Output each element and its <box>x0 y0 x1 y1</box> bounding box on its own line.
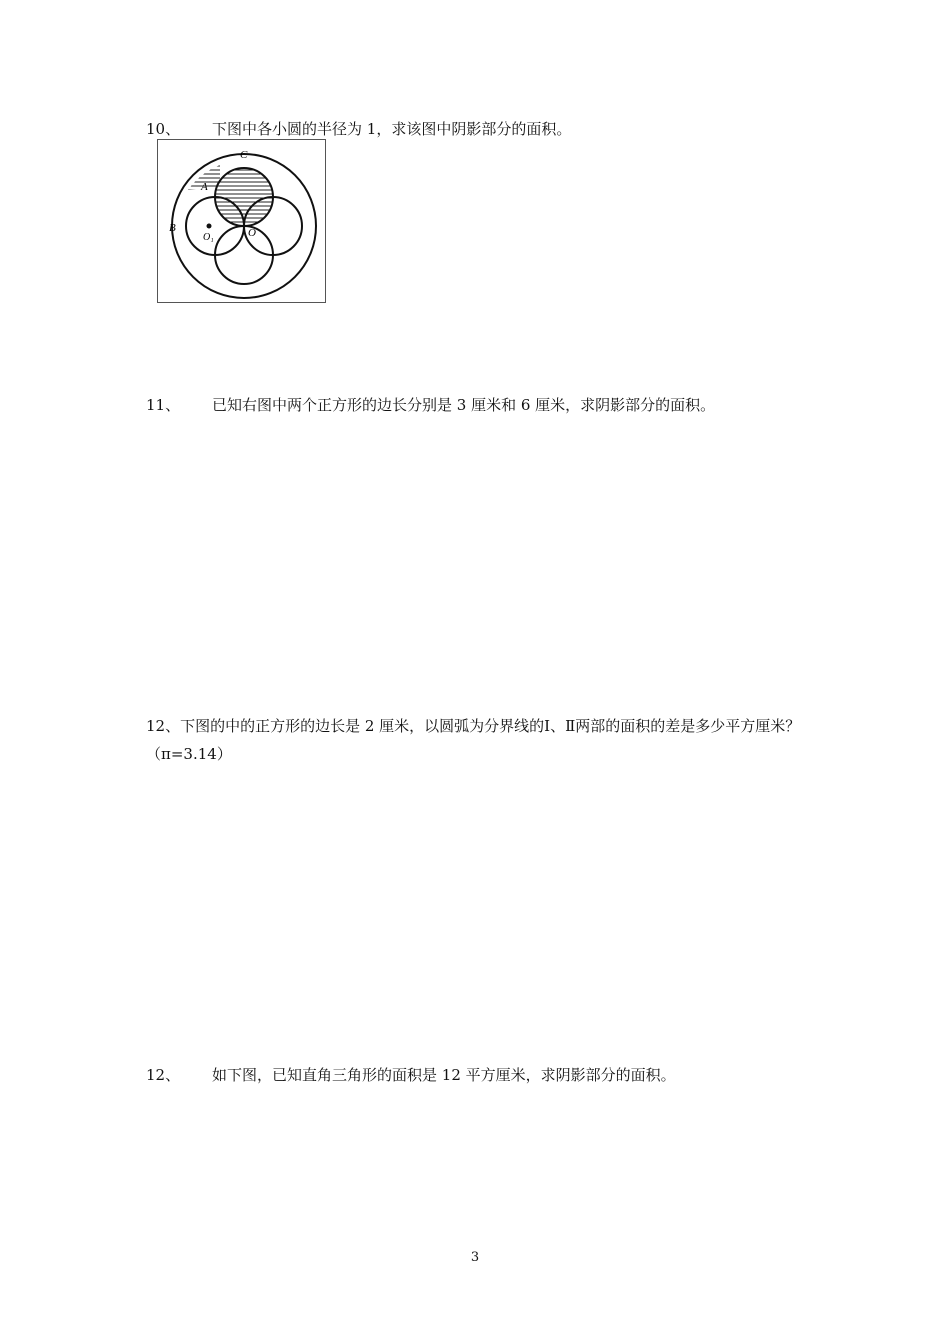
question-11 <box>146 391 715 419</box>
question-12b <box>146 1061 676 1089</box>
label-b: B <box>169 222 176 234</box>
center-dot-o1 <box>207 224 212 229</box>
label-a: A <box>201 181 208 193</box>
label-o: O <box>248 227 256 239</box>
question-text: 已知右图中两个正方形的边长分别是 3 厘米和 6 厘米，求阴影部分的面积。 <box>212 396 716 414</box>
question-text: 下图中各小圆的半径为 1，求该图中阴影部分的面积。 <box>212 120 572 138</box>
question-text: 下图的中的正方形的边长是 2 厘米，以圆弧为分界线的Ⅰ、Ⅱ两部的面积的差是多少平方厘米？（π=3.14） <box>146 717 801 763</box>
question-text: 如下图，已知直角三角形的面积是 12 平方厘米，求阴影部分的面积。 <box>212 1066 676 1084</box>
page-number: 3 <box>470 1250 480 1265</box>
label-c: C <box>240 149 248 161</box>
question-number: 11、 <box>146 396 181 414</box>
small-circle-bottom <box>215 226 273 284</box>
question-number: 12、 <box>146 717 181 735</box>
question-number: 10、 <box>146 120 181 138</box>
label-o1: O₁ <box>203 232 214 243</box>
circles-diagram <box>158 140 327 304</box>
circles-figure <box>157 139 326 303</box>
small-circle-left <box>186 197 244 255</box>
small-circle-right <box>244 197 302 255</box>
question-number: 12、 <box>146 1066 181 1084</box>
question-12a <box>146 712 826 768</box>
